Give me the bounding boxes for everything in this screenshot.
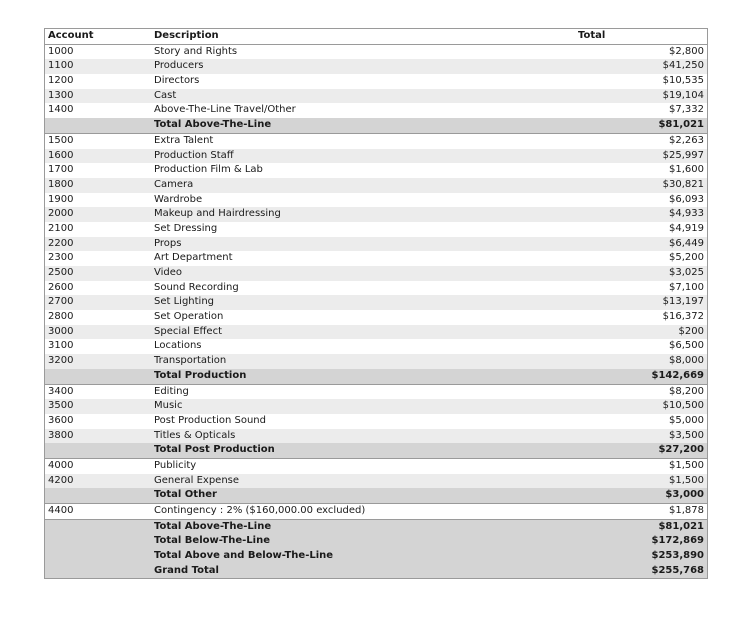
total-cell: $8,200 (669, 385, 704, 397)
total-cell: $2,263 (669, 134, 704, 146)
description-cell: Makeup and Hairdressing (154, 208, 281, 220)
total-cell: $1,600 (669, 164, 704, 176)
table-row (45, 325, 707, 340)
total-cell: $200 (678, 325, 704, 337)
total-cell: $172,869 (651, 535, 704, 547)
description-cell: Titles & Opticals (154, 429, 236, 441)
account-cell: 2000 (48, 208, 74, 220)
total-cell: $1,878 (669, 505, 704, 516)
table-row (45, 163, 707, 178)
description-cell: Sound Recording (154, 281, 239, 293)
table-row (45, 74, 707, 89)
account-cell: 1100 (48, 60, 74, 72)
total-cell: $10,535 (662, 75, 704, 87)
description-cell: Special Effect (154, 325, 222, 337)
account-column-header: Account (48, 30, 94, 41)
total-cell: $19,104 (662, 89, 704, 101)
table-row (45, 251, 707, 266)
table-row (45, 310, 707, 325)
table-row (45, 474, 707, 489)
subtotal-row (45, 443, 707, 459)
table-body (45, 45, 707, 579)
description-cell: Props (154, 237, 182, 249)
total-cell: $142,669 (651, 369, 704, 381)
description-cell: Total Above-The-Line (154, 119, 272, 131)
description-cell: Contingency : 2% ($160,000.00 excluded) (154, 505, 366, 516)
total-cell: $27,200 (658, 444, 704, 456)
account-cell: 1900 (48, 193, 74, 205)
description-column-header: Description (154, 30, 219, 41)
account-cell (45, 369, 151, 384)
table-row (45, 178, 707, 193)
account-cell: 3400 (48, 385, 74, 397)
total-cell: $6,449 (669, 237, 704, 249)
total-cell: $81,021 (658, 119, 704, 131)
account-cell: 1200 (48, 75, 74, 87)
account-cell: 3200 (48, 355, 74, 367)
total-cell: $4,933 (669, 208, 704, 220)
account-cell (45, 443, 151, 458)
account-cell (45, 564, 151, 579)
description-cell: Editing (154, 385, 189, 397)
total-cell: $1,500 (669, 459, 704, 471)
total-cell: $6,500 (669, 340, 704, 352)
subtotal-row (45, 488, 707, 504)
total-cell: $3,500 (669, 429, 704, 441)
total-cell: $8,000 (669, 355, 704, 367)
description-cell: Total Production (154, 369, 247, 381)
total-cell: $10,500 (662, 400, 704, 412)
table-row (45, 459, 707, 474)
table-row (45, 295, 707, 310)
description-cell: Set Operation (154, 311, 224, 323)
table-row (45, 89, 707, 104)
table-row (45, 134, 707, 149)
total-cell: $25,997 (662, 149, 704, 161)
total-cell: $253,890 (651, 550, 704, 562)
total-cell: $5,000 (669, 414, 704, 426)
summary-row (45, 519, 707, 535)
description-cell: Above-The-Line Travel/Other (154, 104, 296, 116)
total-cell: $3,025 (669, 267, 704, 278)
table-row (45, 222, 707, 237)
description-cell: Production Staff (154, 149, 234, 161)
account-cell (45, 534, 151, 549)
subtotal-row (45, 118, 707, 134)
account-cell: 3000 (48, 325, 74, 337)
account-cell (45, 520, 151, 535)
total-cell: $255,768 (651, 564, 704, 576)
total-cell: $7,332 (669, 104, 704, 116)
summary-row (45, 534, 707, 549)
account-cell: 4200 (48, 474, 74, 486)
description-cell: Total Post Production (154, 444, 275, 456)
table-row (45, 504, 707, 519)
table-row (45, 385, 707, 400)
account-cell: 1700 (48, 164, 74, 176)
summary-row (45, 549, 707, 564)
description-cell: Extra Talent (154, 134, 214, 146)
description-cell: Story and Rights (154, 45, 238, 57)
description-cell: Cast (154, 89, 177, 101)
description-cell: Post Production Sound (154, 414, 266, 426)
description-cell: Art Department (154, 252, 233, 264)
description-cell: Set Dressing (154, 222, 218, 234)
description-cell: Total Above-The-Line (154, 520, 272, 532)
table-row (45, 59, 707, 74)
total-cell: $30,821 (662, 178, 704, 190)
description-cell: Total Above and Below-The-Line (154, 550, 334, 562)
total-cell: $81,021 (658, 520, 704, 532)
table-row (45, 399, 707, 414)
total-cell: $3,000 (665, 489, 704, 501)
account-cell: 3600 (48, 414, 74, 426)
total-cell: $13,197 (662, 296, 704, 308)
table-row (45, 339, 707, 354)
account-cell: 2200 (48, 237, 74, 249)
table-header-row (45, 29, 707, 45)
account-cell: 4000 (48, 459, 74, 471)
description-cell: Grand Total (154, 564, 219, 576)
table-row (45, 281, 707, 296)
description-cell: Camera (154, 178, 194, 190)
account-cell: 3800 (48, 429, 74, 441)
total-cell: $41,250 (662, 60, 704, 72)
account-cell: 1800 (48, 178, 74, 190)
description-cell: Producers (154, 60, 204, 72)
account-cell: 2500 (48, 267, 74, 278)
account-cell: 1300 (48, 89, 74, 101)
table-row (45, 103, 707, 118)
total-cell: $2,800 (669, 45, 704, 57)
table-row (45, 266, 707, 281)
total-cell: $4,919 (669, 222, 704, 234)
account-cell: 3500 (48, 400, 74, 412)
description-cell: Wardrobe (154, 193, 203, 205)
total-cell: $1,500 (669, 474, 704, 486)
subtotal-row (45, 369, 707, 385)
account-cell (45, 549, 151, 564)
table-row (45, 193, 707, 208)
description-cell: General Expense (154, 474, 240, 486)
table-row (45, 414, 707, 429)
table-row (45, 429, 707, 444)
table-row (45, 237, 707, 252)
table-row (45, 207, 707, 222)
description-cell: Transportation (154, 355, 227, 367)
description-cell: Locations (154, 340, 202, 352)
description-cell: Publicity (154, 459, 197, 471)
account-cell: 2300 (48, 252, 74, 264)
table-row (45, 45, 707, 60)
description-cell: Total Other (154, 489, 217, 501)
account-cell (45, 488, 151, 503)
total-cell: $5,200 (669, 252, 704, 264)
account-cell: 4400 (48, 505, 74, 516)
account-cell (45, 118, 151, 133)
table-row (45, 149, 707, 164)
total-cell: $7,100 (669, 281, 704, 293)
account-cell: 1400 (48, 104, 74, 116)
account-cell: 2600 (48, 281, 74, 293)
total-column-header: Total (578, 30, 606, 41)
account-cell: 1600 (48, 149, 74, 161)
table-row (45, 354, 707, 369)
total-cell: $16,372 (662, 311, 704, 323)
account-cell: 2700 (48, 296, 74, 308)
budget-summary-table (44, 28, 708, 579)
description-cell: Set Lighting (154, 296, 215, 308)
description-cell: Music (154, 400, 183, 412)
summary-row (45, 564, 707, 579)
description-cell: Total Below-The-Line (154, 535, 270, 547)
description-cell: Production Film & Lab (154, 164, 263, 176)
description-cell: Video (154, 267, 183, 278)
total-cell: $6,093 (669, 193, 704, 205)
account-cell: 2800 (48, 311, 74, 323)
account-cell: 1000 (48, 45, 74, 57)
description-cell: Directors (154, 75, 200, 87)
account-cell: 1500 (48, 134, 74, 146)
account-cell: 3100 (48, 340, 74, 352)
account-cell: 2100 (48, 222, 74, 234)
